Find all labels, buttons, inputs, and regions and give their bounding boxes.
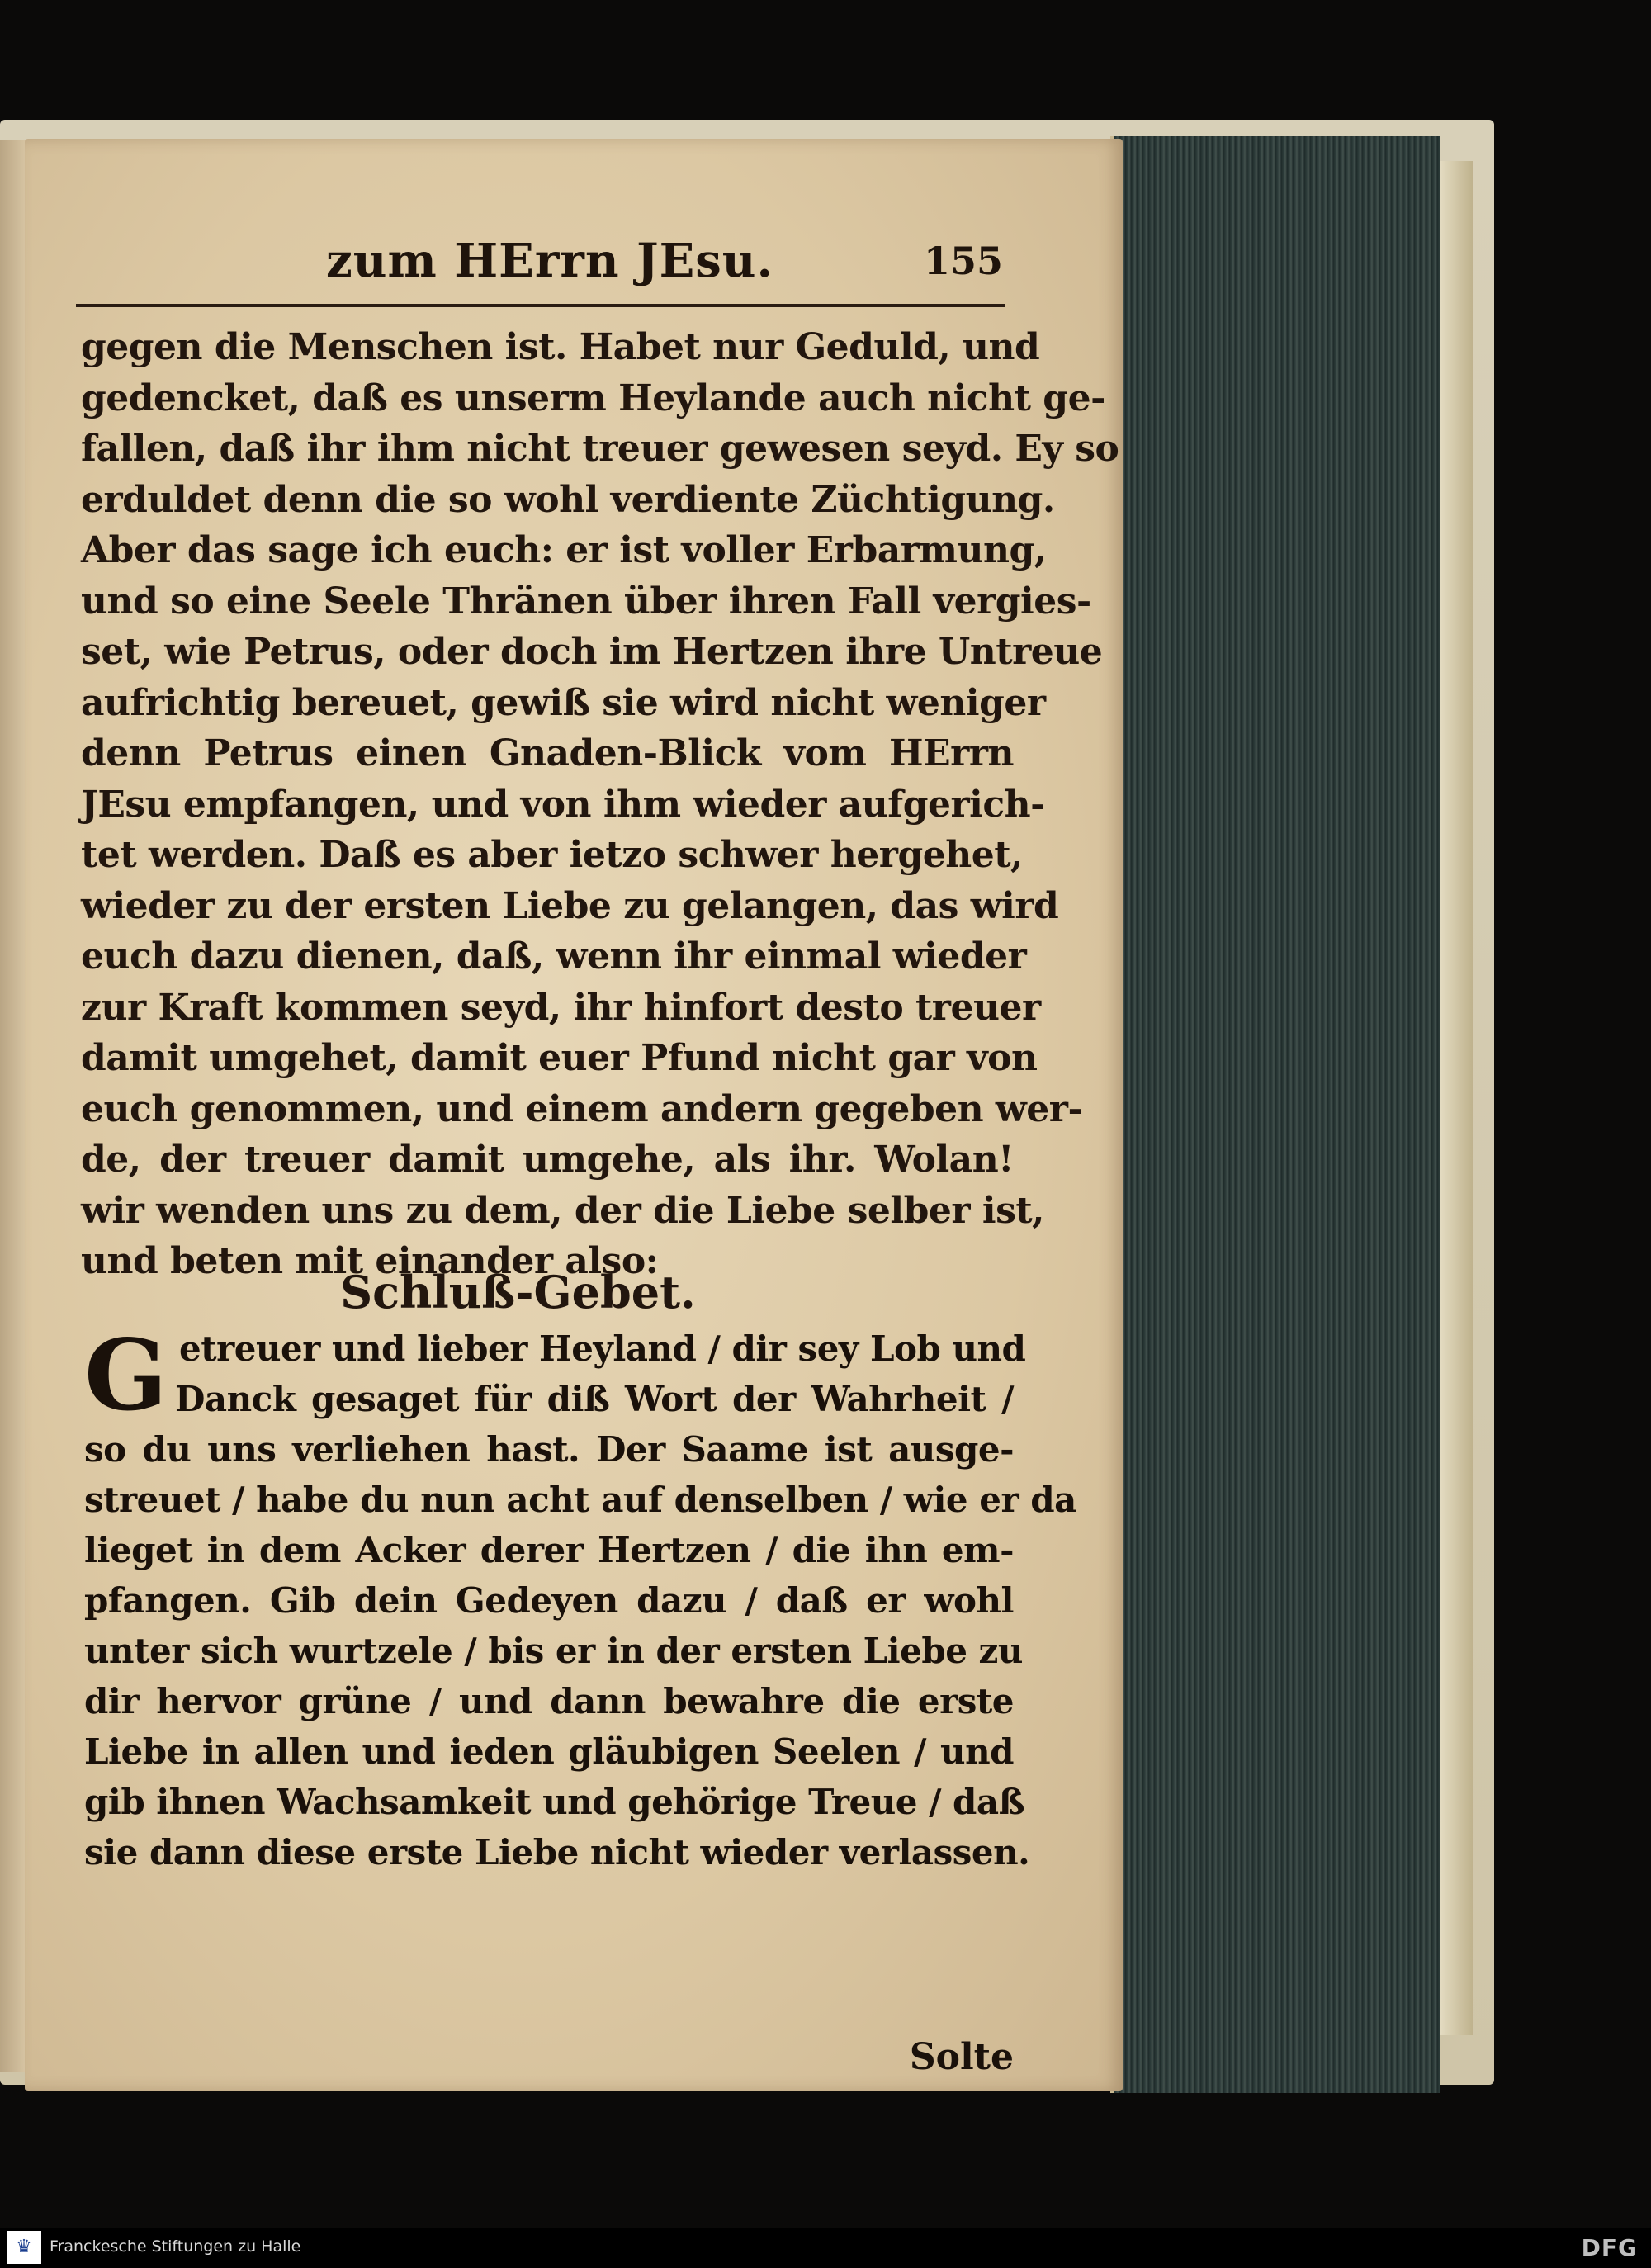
page-number: 155 [923,239,1003,283]
book-page [25,139,1123,2091]
prayer-line: so du uns verliehen hast. Der Saame ist ausge- [84,1429,1014,1470]
text-line: denn Petrus einen Gnaden-Blick vom HErrn [81,732,1014,774]
text-line: Aber das sage ich euch: er ist voller Erbarmung, [81,529,1047,571]
prayer-line: etreuer und lieber Heyland / dir sey Lob und [179,1328,1026,1369]
prayer-line: Liebe in allen und ieden gläubigen Seelen / und [84,1731,1014,1772]
text-line: set, wie Petrus, oder doch im Hertzen ihre Untreue [81,631,1103,673]
text-line: aufrichtig bereuet, gewiß sie wird nicht weniger [81,681,1046,724]
prayer-line: Danck gesaget für diß Wort der Wahrheit / [175,1379,1014,1419]
catchword: Solte [909,2036,1014,2078]
page-block-edge [1110,136,1440,2093]
drop-cap-initial: G [84,1318,168,1432]
page-header [99,234,1003,300]
text-line: fallen, daß ihr ihm nicht treuer gewesen seyd. Ey so [81,428,1119,470]
text-line: damit umgehet, damit euer Pfund nicht gar von [81,1037,1038,1079]
prayer-line: unter sich wurtzele / bis er in der ersten Liebe zu [84,1631,1023,1671]
text-line: zur Kraft kommen seyd, ihr hinfort desto treuer [81,986,1041,1029]
facing-page-edge [0,140,28,2072]
text-line: de, der treuer damit umgehe, als ihr. Wolan! [81,1139,1014,1181]
text-line: wir wenden uns zu dem, der die Liebe selber ist, [81,1189,1044,1232]
text-line: und so eine Seele Thränen über ihren Fall vergies- [81,580,1091,623]
text-line: wieder zu der ersten Liebe zu gelangen, das wird [81,884,1059,927]
foundation-logo-icon[interactable]: ♛ [7,2231,41,2264]
prayer-text [84,1318,1076,1877]
prayer-line: pfangen. Gib dein Gedeyen dazu / daß er wohl [84,1580,1014,1621]
institution-name[interactable]: Franckesche Stiftungen zu Halle [50,2237,301,2256]
viewer-footer [0,2228,1651,2268]
prayer-line: lieget in dem Acker derer Hertzen / die ihn em- [84,1530,1014,1570]
text-line: erduldet denn die so wohl verdiente Züchtigung. [81,478,1055,521]
sermon-text [81,322,1119,1287]
prayer-line: dir hervor grüne / und dann bewahre die erste [84,1681,1014,1721]
prayer-line: streuet / habe du nun acht auf denselben / wie er da [84,1480,1076,1520]
dfg-logo[interactable]: DFG [1581,2234,1638,2261]
text-line: gegen die Menschen ist. Habet nur Geduld, und [81,326,1040,368]
header-rule [76,304,1005,307]
running-head: zum HErrn JEsu. [326,234,773,288]
text-line: gedencket, daß es unserm Heylande auch nicht ge- [81,376,1105,419]
text-line: und beten mit einander also: [81,1240,659,1282]
prayer-line: sie dann diese erste Liebe nicht wieder verlassen. [84,1832,1030,1873]
text-line: tet werden. Daß es aber ietzo schwer hergehet, [81,834,1023,876]
prayer-title: Schluß-Gebet. [340,1266,696,1319]
text-line: euch dazu dienen, daß, wenn ihr einmal wieder [81,935,1027,978]
prayer-line: gib ihnen Wachsamkeit und gehörige Treue / daß [84,1782,1025,1822]
text-line: euch genommen, und einem andern gegeben wer- [81,1087,1083,1130]
text-line: JEsu empfangen, und von ihm wieder aufgerich- [81,783,1045,826]
